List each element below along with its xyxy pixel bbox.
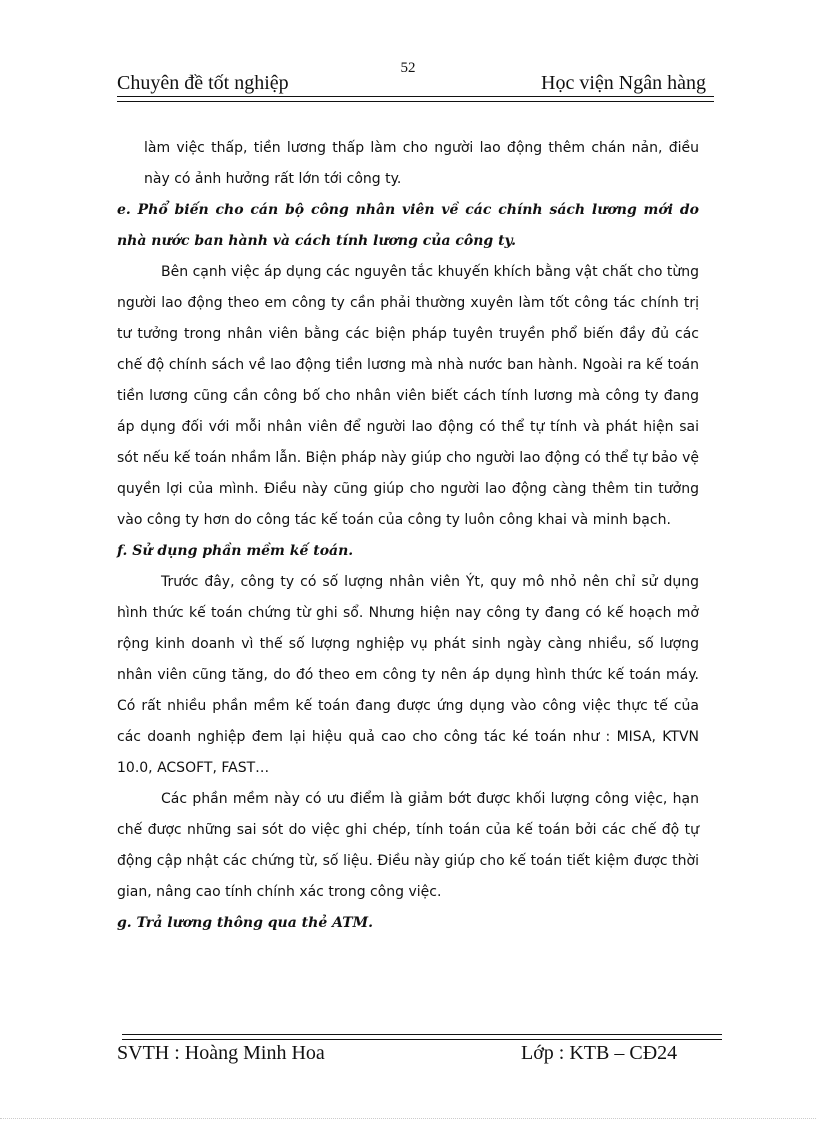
- paragraph-policy-communication: Bên cạnh việc áp dụng các nguyên tắc khuyến khích bằng vật chất cho từng người lao động theo em công ty cần phải thường xuyên làm tốt công tác chính trị tư tưởng trong nhân viên bằng các biện pháp tuyên truyền phổ biến đầy đủ các chế độ chính sách về lao động tiền lương mà nhà nước ban hành. Ngoài ra kế toán tiền lương cũng cần công bố cho nhân viên biết cách tính lương mà công ty đang áp dụng đối với mỗi nhân viên để người lao động có thể tự tính và phát hiện sai sót nếu kế toán nhầm lẫn. Biện pháp này giúp cho người lao động có thể tự bảo vệ quyền lợi của mình. Điều này cũng giúp cho người lao động càng thêm tin tưởng vào công ty hơn do công tác kế toán của công ty luôn công khai và minh bạch.: [117, 264, 699, 528]
- header-divider: [117, 96, 714, 102]
- footer-class: Lớp : KTB – CĐ24: [521, 1042, 678, 1064]
- paragraph-continuation: làm việc thấp, tiền lương thấp làm cho người lao động thêm chán nản, điều này có ảnh hưởng rất lớn tới công ty.: [144, 140, 699, 187]
- page-bottom-edge: [0, 1118, 816, 1119]
- header-thesis-title: Chuyên đề tốt nghiệp: [117, 72, 289, 94]
- paragraph-software-intro: Trước đây, công ty có số lượng nhân viên Ýt, quy mô nhỏ nên chỉ sử dụng hình thức kế toán chứng từ ghi sổ. Nhưng hiện nay công ty đang có kế hoạch mở rộng kinh doanh vì thế số lượng nghiệp vụ phát sinh ngày càng nhiều, số lượng nhân viên cũng tăng, do đó theo em công ty nên áp dụng hình thức kế toán máy. Có rất nhiều phần mềm kế toán đang được ứng dụng vào công việc thực tế của các doanh nghiệp đem lại hiệu quả cao cho công tác ké toán như : MISA, KTVN 10.0, ACSOFT, FAST…: [117, 574, 699, 776]
- footer-divider: [122, 1034, 722, 1040]
- footer-student: SVTH : Hoàng Minh Hoa: [117, 1042, 325, 1064]
- section-heading-g: g. Trả lương thông qua thẻ ATM.: [117, 915, 373, 931]
- document-body: [117, 133, 699, 939]
- section-heading-f: f. Sử dụng phần mềm kế toán.: [117, 543, 354, 559]
- page-number: 52: [400, 60, 416, 76]
- section-heading-e: e. Phổ biến cho cán bộ công nhân viên về các chính sách lương mới do nhà nước ban hành và cách tính lương của công ty.: [117, 202, 699, 249]
- paragraph-software-benefits: Các phần mềm này có ưu điểm là giảm bớt được khối lượng công việc, hạn chế được những sai sót do việc ghi chép, tính toán của kế toán bởi các chế độ tự động cập nhật các chứng từ, số liệu. Điều này giúp cho kế toán tiết kiệm được thời gian, nâng cao tính chính xác trong công việc.: [117, 791, 699, 900]
- header-institution: Học viện Ngân hàng: [541, 72, 706, 94]
